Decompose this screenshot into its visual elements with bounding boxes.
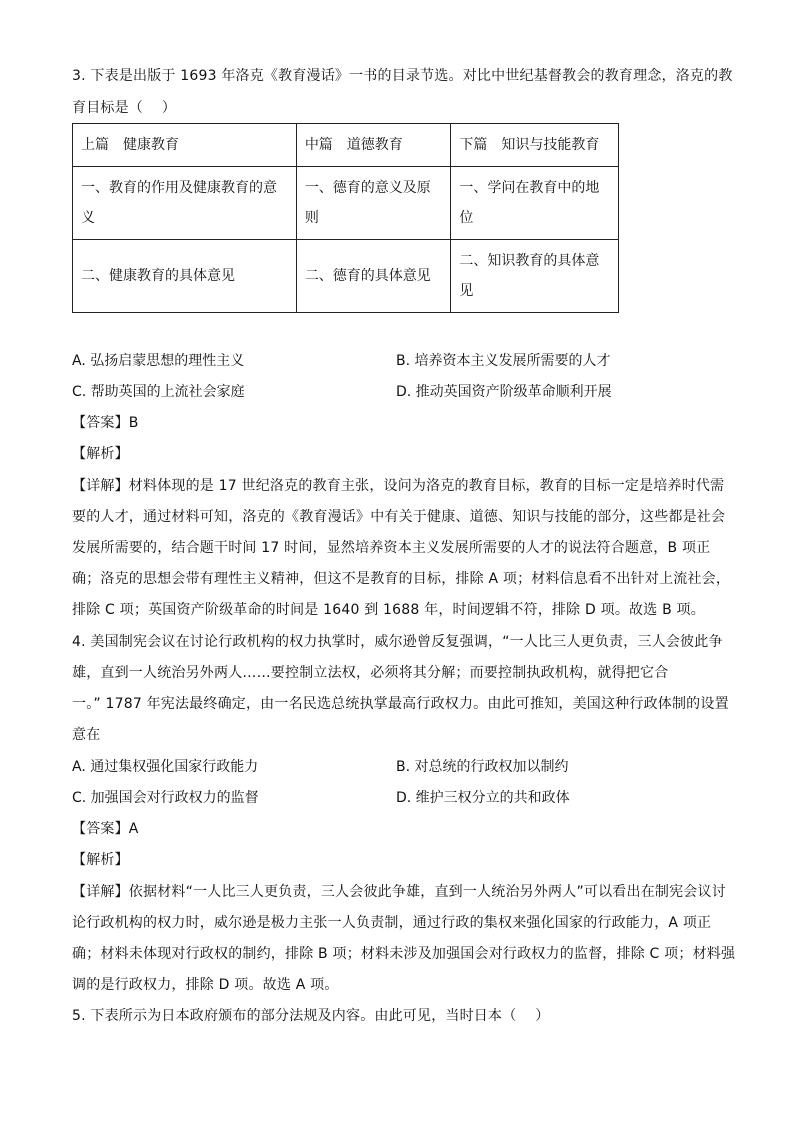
table-cell [73, 240, 297, 313]
table-row [73, 240, 619, 313]
q4-option-b[interactable]: B. 对总统的行政权加以制约 [396, 759, 569, 775]
cell-text: 见 [459, 283, 474, 299]
q3-detail-line: 要的人才，通过材料可知，洛克的《教育漫话》中有关于健康、道德、知识与技能的部分，这些都是社会 [72, 509, 726, 525]
q3-option-a[interactable]: A. 弘扬启蒙思想的理性主义 [72, 353, 245, 369]
cell-text: 二、德育的具体意见 [304, 268, 431, 284]
q4-stem-line: 雄，直到一人统治另外两人……要控制立法权，必须将其分解；而要控制执政机构，就得把它合 [72, 665, 669, 681]
table-header-cell: 下篇 知识与技能教育 [451, 124, 619, 167]
q4-detail-line: 论行政机构的权力时，威尔逊是极力主张一人负责制，通过行政的集权来强化国家的行政能力，A 项正 [72, 915, 712, 931]
table-cell [296, 167, 451, 240]
cell-text: 义 [81, 210, 95, 226]
q4-stem-line: 4. 美国制宪会议在讨论行政机构的权力执掌时，威尔逊曾反复强调，“一人比三人更负责，三人会彼此争 [72, 634, 723, 650]
cell-text: 位 [459, 210, 474, 226]
table-header-cell: 上篇 健康教育 [73, 124, 297, 167]
q4-option-c[interactable]: C. 加强国会对行政权力的监督 [72, 790, 259, 806]
q4-detail-line: 【详解】依据材料“一人比三人更负责，三人会彼此争雄，直到一人统治另外两人”可以看出在制宪会议讨 [72, 884, 726, 900]
q3-analysis-heading: 【解析】 [72, 446, 129, 462]
cell-text: 一、教育的作用及健康教育的意 [81, 180, 277, 196]
q4-detail-line: 调的是行政权力，排除 D 项。故选 A 项。 [72, 977, 339, 993]
q4-analysis-heading: 【解析】 [72, 852, 129, 868]
q3-answer: 【答案】B [72, 415, 139, 431]
table-header-cell: 中篇 道德教育 [296, 124, 451, 167]
q3-option-b[interactable]: B. 培养资本主义发展所需要的人才 [396, 353, 611, 369]
q4-option-d[interactable]: D. 维护三权分立的共和政体 [396, 790, 570, 806]
q3-outline-table [72, 123, 619, 313]
q3-detail-line: 确；洛克的思想会带有理性主义精神，但这不是教育的目标，排除 A 项；材料信息看不出针对上流社会， [72, 571, 731, 587]
q4-option-a[interactable]: A. 通过集权强化国家行政能力 [72, 759, 259, 775]
q4-answer: 【答案】A [72, 821, 139, 837]
q3-detail-line: 【详解】材料体现的是 17 世纪洛克的教育主张，设问为洛克的教育目标，教育的目标一定是培养时代需 [72, 478, 725, 494]
table-cell [451, 167, 619, 240]
cell-text: 二、健康教育的具体意见 [81, 268, 235, 284]
cell-text: 一、学问在教育中的地 [459, 180, 600, 196]
q3-stem-line-2: 育目标是（ ） [72, 100, 177, 116]
table-header-row [73, 124, 619, 167]
cell-text: 二、知识教育的具体意 [459, 253, 600, 269]
table-row [73, 167, 619, 240]
q3-option-d[interactable]: D. 推动英国资产阶级革命顺利开展 [396, 384, 612, 400]
cell-text: 则 [304, 210, 319, 226]
q3-stem-line-1: 3. 下表是出版于 1693 年洛克《教育漫话》一书的目录节选。对比中世纪基督教会的教育理念，洛克的教 [72, 68, 733, 84]
table-cell [451, 240, 619, 313]
q4-detail-line: 确；材料未体现对行政权的制约，排除 B 项；材料未涉及加强国会对行政权力的监督，排除 C 项；材料强 [72, 946, 736, 962]
table-cell [73, 167, 297, 240]
q4-stem-line: 意在 [72, 727, 101, 743]
q3-detail-line: 排除 C 项；英国资产阶级革命的时间是 1640 到 1688 年，时间逻辑不符，排除 D 项。故选 B 项。 [72, 602, 705, 618]
q4-stem-line: 一。” 1787 年宪法最终确定，由一名民选总统执掌最高行政权力。由此可推知，美国这种行政体制的设置 [72, 696, 729, 712]
q3-option-c[interactable]: C. 帮助英国的上流社会家庭 [72, 384, 245, 400]
q5-stem: 5. 下表所示为日本政府颁布的部分法规及内容。由此可见，当时日本（ ） [72, 1008, 550, 1024]
cell-text: 一、德育的意义及原 [304, 180, 431, 196]
table-cell [296, 240, 451, 313]
q3-detail-line: 发展所需要的，结合题干时间 17 时间，显然培养资本主义发展所需要的人才的说法符合题意，B 项正 [72, 540, 711, 556]
